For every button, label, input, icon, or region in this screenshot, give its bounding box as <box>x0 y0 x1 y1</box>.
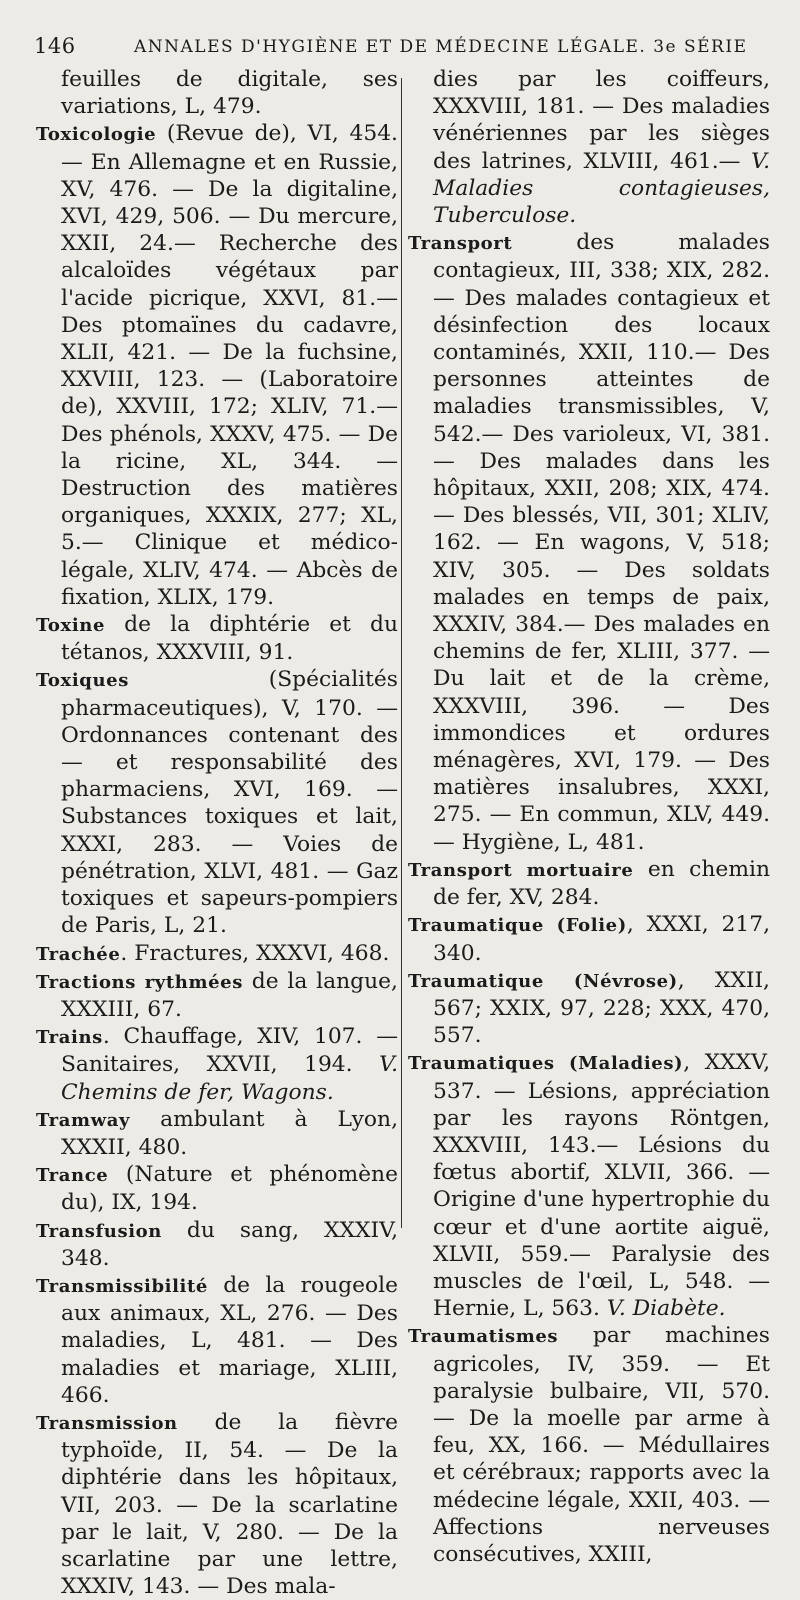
entry-cross-reference: V. Chemins de fer, Wagons. <box>61 1052 398 1105</box>
column-divider <box>401 78 402 1228</box>
index-entry <box>36 120 398 611</box>
entry-heading: Transmissibilité <box>36 1275 208 1297</box>
right-column <box>408 66 770 1568</box>
index-entry <box>408 911 770 966</box>
running-title: ANNALES D'HYGIÈNE ET DE MÉDECINE LÉGALE. 3e SÉRIE <box>134 37 748 57</box>
entry-text: (Spécialités pharmaceutiques), V, 170. — Ordonnances contenant des — et responsabilité des pharmaciens, XVI, 169. — Substances toxiques et lait, XXXI, 283. — Voies de pénétration, XLVI, 481. — Gaz toxiques et sapeurs-pompiers de Paris, L, 21. <box>61 667 398 939</box>
entry-text: du sang, XXXIV, 348. <box>61 1217 398 1271</box>
entry-text: , XXXV, 537. — Lésions, appréciation par les rayons Röntgen, XXXVIII, 143.— Lésions du fœtus abortif, XLVII, 366. — Origine d'une hypertrophie du cœur et d'une aortite aiguë, XLVII, 559.— Paralysie des muscles de l'œil, L, 548. — Hernie, L, 563. <box>433 1050 770 1322</box>
index-entry <box>36 1023 398 1106</box>
left-column <box>36 66 398 1600</box>
entry-text: de la langue, XXXIII, 67. <box>61 968 398 1022</box>
entry-heading: Transmission <box>36 1412 178 1434</box>
index-entry <box>408 1049 770 1322</box>
index-entry <box>36 66 398 120</box>
index-entry <box>36 1161 398 1216</box>
index-entry <box>408 856 770 911</box>
index-entry <box>36 940 398 968</box>
entry-heading: Traumatismes <box>408 1326 559 1348</box>
entry-heading: Traumatiques (Maladies) <box>408 1053 684 1075</box>
entry-text: de la rougeole aux animaux, XL, 276. — Des maladies, L, 481. — Des maladies et mariage, XLIII, 466. <box>61 1272 398 1408</box>
entry-cross-reference: V. Diabète. <box>606 1296 726 1322</box>
index-entry <box>408 229 770 856</box>
entry-heading: Traumatique (Folie) <box>408 915 627 937</box>
index-entry <box>36 1409 398 1600</box>
entry-text: ambulant à Lyon, XXXII, 480. <box>61 1106 398 1160</box>
entry-text: feuilles de digitale, ses variations, L, 479. <box>61 67 398 120</box>
entry-text: en chemin de fer, XV, 284. <box>433 856 770 911</box>
entry-heading: Transport mortuaire <box>408 859 634 881</box>
index-entry <box>36 666 398 939</box>
entry-heading: Toxicologie <box>36 124 157 146</box>
index-entry <box>408 1322 770 1568</box>
entry-heading: Trance <box>36 1165 109 1187</box>
entry-heading: Traumatique (Névrose) <box>408 970 678 992</box>
entry-cross-reference: V. Maladies contagieuses, Tuberculose. <box>433 148 770 229</box>
entry-text: (Nature et phénomène du), IX, 194. <box>61 1162 398 1216</box>
index-entry <box>36 1106 398 1161</box>
entry-heading: Tramway <box>36 1109 131 1131</box>
entry-text: (Revue de), VI, 454. — En Allemagne et en Russie, XV, 476. — De la digitaline, XVI, 429, 506. — Du mercure, XXII, 24.— Recherche des alcaloïdes végétaux par l'acide picrique, XXVI, 81.— Des ptomaïnes du cadavre, XLII, 421. — De la fuchsine, XXVIII, 123. — (Laboratoire de), XXVIII, 172; XLIV, 71.— Des phénols, XXXV, 475. — De la ricine, XL, 344. — Destruction des matières organiques, XXXIX, 277; XL, 5.— Clinique et médico-légale, XLIV, 474. — Abcès de fixation, XLIX, 179. <box>61 121 398 610</box>
entry-heading: Transfusion <box>36 1220 162 1242</box>
entry-heading: Toxine <box>36 615 106 637</box>
entry-text: par machines agricoles, IV, 359. — Et paralysie bulbaire, VII, 570. — De la moelle par arme à feu, XX, 166. — Médullaires et cérébraux; rapports avec la médecine légale, XXII, 403. — Affections nerveuses consécutives, XXIII, <box>433 1323 770 1567</box>
index-entry <box>36 1217 398 1272</box>
index-entry <box>408 66 770 229</box>
entry-text: des malades contagieux, III, 338; XIX, 282. — Des malades contagieux et désinfection des locaux contaminés, XXII, 110.— Des personnes atteintes de maladies transmissibles, V, 542.— Des varioleux, VI, 381.— Des malades dans les hôpitaux, XXII, 208; XIX, 474. — Des blessés, VII, 301; XLIV, 162. — En wagons, V, 518; XIV, 305. — Des soldats malades en temps de paix, XXXIV, 384.— Des malades en chemins de fer, XLIII, 377. — Du lait et de la crème, XXXVIII, 396. — Des immondices et ordures ménagères, XVI, 179. — Des matières insalubres, XXXI, 275. — En commun, XLV, 449.— Hygiène, L, 481. <box>433 230 770 855</box>
entry-text: de la diphtérie et du tétanos, XXXVIII, 91. <box>61 612 398 666</box>
entry-text: . Chauffage, XIV, 107. — Sanitaires, XXVII, 194. <box>61 1024 398 1078</box>
entry-heading: Tractions rythmées <box>36 971 243 993</box>
entry-heading: Trains <box>36 1027 103 1049</box>
entry-text: de la fièvre typhoïde, II, 54. — De la diphtérie dans les hôpitaux, VII, 203. — De la scarlatine par le lait, V, 280. — De la scarlatine par une lettre, XXXIV, 143. — Des mala- <box>61 1409 398 1600</box>
entry-text: . Fractures, XXXVI, 468. <box>120 940 390 966</box>
running-header <box>34 34 760 64</box>
entry-text: , XXXI, 217, 340. <box>433 912 770 966</box>
entry-text: dies par les coiffeurs, XXXVIII, 181. — Des maladies vénériennes par les sièges des latrines, XLVIII, 461.— <box>433 67 770 174</box>
entry-heading: Toxiques <box>36 670 129 692</box>
page-number: 146 <box>34 34 76 58</box>
entry-heading: Trachée <box>36 943 121 965</box>
index-entry <box>36 1272 398 1409</box>
index-entry <box>36 968 398 1023</box>
entry-heading: Transport <box>408 233 513 255</box>
index-entry <box>408 967 770 1050</box>
entry-text: , XXII, 567; XXIX, 97, 228; XXX, 470, 557. <box>433 967 770 1049</box>
index-entry <box>36 611 398 666</box>
